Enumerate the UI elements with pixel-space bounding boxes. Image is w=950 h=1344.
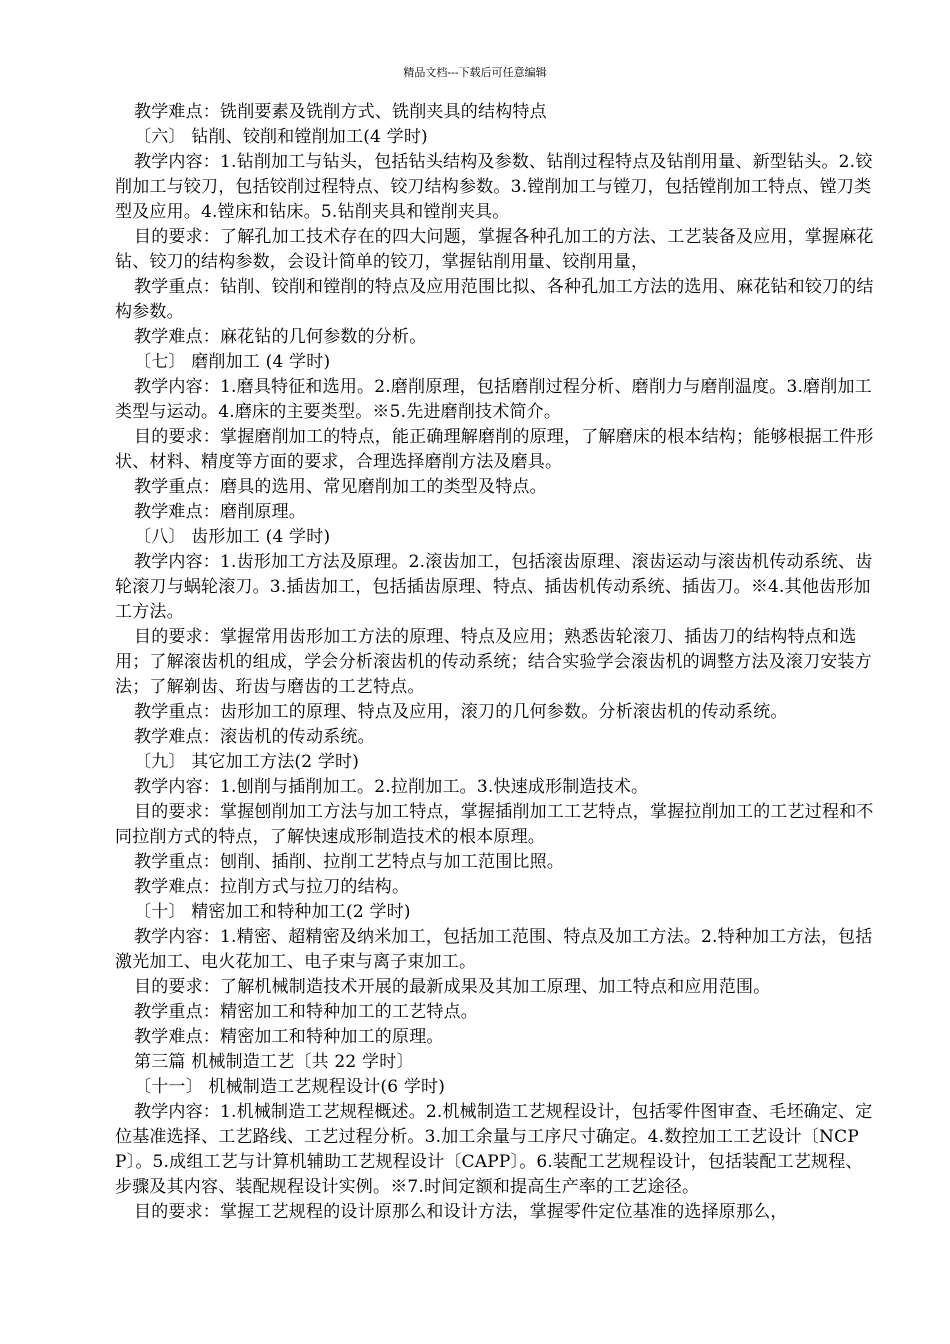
section-heading: 〔十一〕 机械制造工艺规程设计(6 学时) xyxy=(134,1077,446,1097)
content-paragraph: 教学内容：1.齿形加工方法及原理。2.滚齿加工，包括滚齿原理、滚齿运动与滚齿机传动系统、齿轮滚刀与蜗轮滚刀。3.插齿加工，包括插齿原理、特点、插齿机传动系统、插齿刀。※4.其他齿形加工方法。 xyxy=(115,552,873,622)
goal-paragraph: 目的要求：掌握工艺规程的设计原那么和设计方法，掌握零件定位基准的选择原那么， xyxy=(134,1202,788,1222)
goal-paragraph: 目的要求：掌握磨削加工的特点，能正确理解磨削的原理，了解磨床的根本结构；能够根据工件形状、材料、精度等方面的要求，合理选择磨削方法及磨具。 xyxy=(115,427,874,472)
key-point-paragraph: 教学重点：刨削、插削、拉削工艺特点与加工范围比照。 xyxy=(134,852,564,872)
difficulty-line: 教学难点：麻花钻的几何参数的分析。 xyxy=(134,327,427,347)
key-point-paragraph: 教学重点：精密加工和特种加工的工艺特点。 xyxy=(134,1002,478,1022)
content-paragraph: 教学内容：1.刨削与插削加工。2.拉削加工。3.快速成形制造技术。 xyxy=(134,777,649,797)
difficulty-line: 教学难点：磨削原理。 xyxy=(134,502,306,522)
content-paragraph: 教学内容：1.钻削加工与钻头，包括钻头结构及参数、钻削过程特点及钻削用量、新型钻头。2.铰削加工与铰刀，包括铰削过程特点、铰刀结构参数。3.镗削加工与镗刀，包括镗削加工特点、镗刀类型及应用。4.镗床和钻床。5.钻削夹具和镗削夹具。 xyxy=(115,152,873,222)
difficulty-line: 教学难点：滚齿机的传动系统。 xyxy=(134,727,375,747)
section-heading: 〔六〕 钻削、铰削和镗削加工(4 学时) xyxy=(134,127,428,147)
section-heading: 〔九〕 其它加工方法(2 学时) xyxy=(134,752,360,772)
difficulty-line: 教学难点：拉削方式与拉刀的结构。 xyxy=(134,877,410,897)
content-paragraph: 教学内容：1.机械制造工艺规程概述。2.机械制造工艺规程设计，包括零件图审查、毛坯确定、定位基准选择、工艺路线、工艺过程分析。3.加工余量与工序尺寸确定。4.数控加工工艺设计〔NCPP〕。5.成组工艺与计算机辅助工艺规程设计〔CAPP〕。6.装配工艺规程设计，包括装配工艺规程、步骤及其内容、装配规程设计实例。※7.时间定额和提高生产率的工艺途径。 xyxy=(115,1102,873,1197)
page-header: 精品文档---下载后可任意编辑 xyxy=(403,66,547,79)
key-point-paragraph: 教学重点：齿形加工的原理、特点及应用，滚刀的几何参数。分析滚齿机的传动系统。 xyxy=(134,702,788,722)
section-heading: 〔七〕 磨削加工 (4 学时) xyxy=(134,352,331,372)
key-point-paragraph: 教学重点：磨具的选用、常见磨削加工的类型及特点。 xyxy=(134,477,547,497)
document-body xyxy=(115,100,875,1225)
section-heading: 〔十〕 精密加工和特种加工(2 学时) xyxy=(134,902,411,922)
goal-paragraph: 目的要求：了解孔加工技术存在的四大问题，掌握各种孔加工的方法、工艺装备及应用，掌握麻花钻、铰刀的结构参数，会设计简单的铰刀，掌握钻削用量、铰削用量， xyxy=(115,227,874,272)
content-paragraph: 教学内容：1.精密、超精密及纳米加工，包括加工范围、特点及加工方法。2.特种加工方法，包括激光加工、电火花加工、电子束与离子束加工。 xyxy=(115,927,873,972)
content-paragraph: 教学内容：1.磨具特征和选用。2.磨削原理，包括磨削过程分析、磨削力与磨削温度。3.磨削加工类型与运动。4.磨床的主要类型。※5.先进磨削技术简介。 xyxy=(115,377,872,422)
goal-paragraph: 目的要求：掌握常用齿形加工方法的原理、特点及应用；熟悉齿轮滚刀、插齿刀的结构特点和选用；了解滚齿机的组成，学会分析滚齿机的传动系统；结合实验学会滚齿机的调整方法及滚刀安装方法；了解剃齿、珩齿与磨齿的工艺特点。 xyxy=(115,627,872,697)
goal-paragraph: 目的要求：掌握刨削加工方法与加工特点，掌握插削加工工艺特点，掌握拉削加工的工艺过程和不同拉削方式的特点，了解快速成形制造技术的根本原理。 xyxy=(115,802,874,847)
goal-paragraph: 目的要求：了解机械制造技术开展的最新成果及其加工原理、加工特点和应用范围。 xyxy=(134,977,771,997)
part-heading: 第三篇 机械制造工艺〔共 22 学时〕 xyxy=(134,1052,414,1072)
section-heading: 〔八〕 齿形加工 (4 学时) xyxy=(134,527,331,547)
difficulty-line: 教学难点：铣削要素及铣削方式、铣削夹具的结构特点 xyxy=(134,102,547,122)
key-point-paragraph: 教学重点：钻削、铰削和镗削的特点及应用范围比拟、各种孔加工方法的选用、麻花钻和铰刀的结构参数。 xyxy=(115,277,874,322)
difficulty-line: 教学难点：精密加工和特种加工的原理。 xyxy=(134,1027,444,1047)
